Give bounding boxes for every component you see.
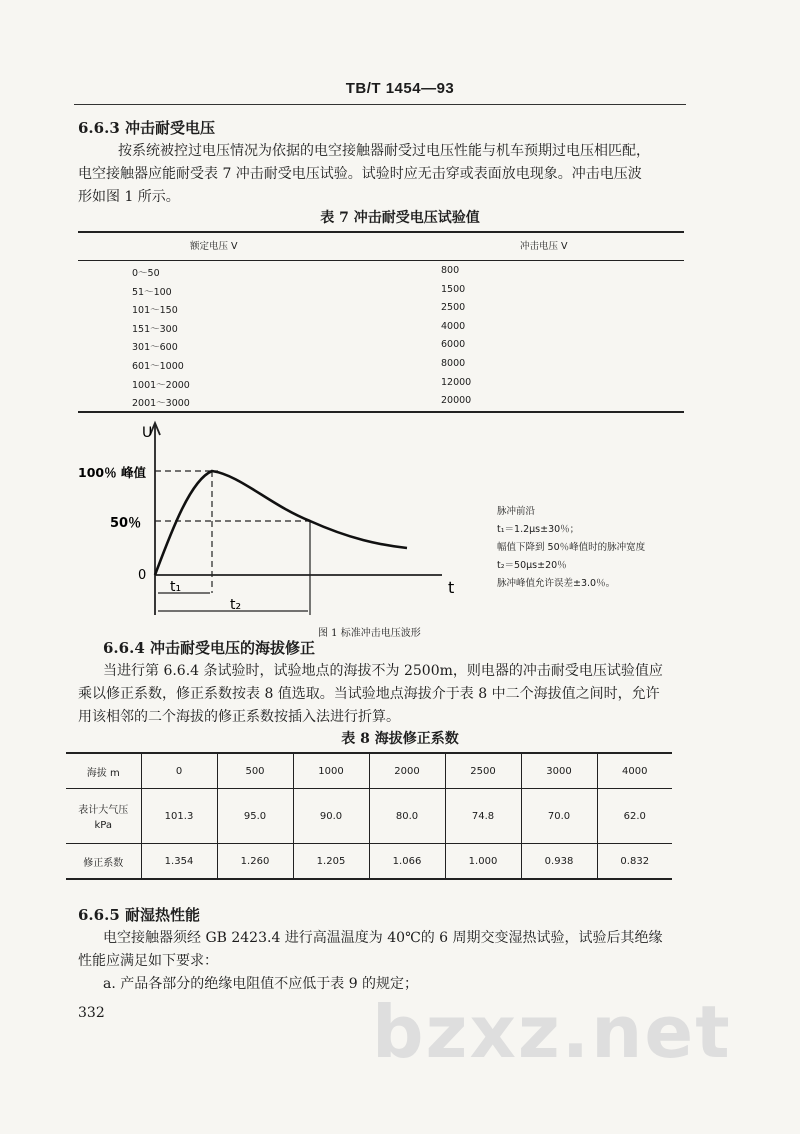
table7-caption: 表 7 冲击耐受电压试验值: [320, 210, 480, 226]
section-664-line-1: 当进行第 6.6.4 条试验时，试验地点的海拔不为 2500m，则电器的冲击耐受电压试验值应: [103, 663, 663, 679]
table8-pressure-cell: 80.0: [369, 789, 445, 844]
table8-altitude-cell: 3000: [521, 753, 597, 789]
table7-bottom-rule: [78, 411, 684, 413]
section-665-line-1: 电空接触器须经 GB 2423.4 进行高温温度为 40℃的 6 周期交变湿热试验，试验后其绝缘: [103, 930, 663, 946]
table7-rated-voltage-cell: 0～50: [132, 268, 160, 279]
legend-line: t₁＝1.2μs±30％；: [497, 524, 580, 535]
table7-top-rule: [78, 231, 684, 233]
page-number: 332: [78, 1005, 105, 1021]
table8-altitude-cell: 2500: [445, 753, 521, 789]
peak-label: 100％ 峰值: [78, 465, 146, 480]
table7-rated-voltage-cell: 101～150: [132, 305, 178, 317]
table7-header-rated-voltage: 额定电压 V: [190, 241, 238, 252]
doc-header: TB/T 1454—93: [345, 80, 455, 97]
table7-impulse-voltage-cell: 6000: [441, 339, 466, 351]
table7-impulse-voltage-cell: 1500: [441, 283, 466, 295]
y-axis-label: U: [142, 425, 153, 441]
watermark: bzxz.net: [372, 990, 732, 1074]
table7-impulse-voltage-cell: 20000: [441, 395, 472, 407]
t1-label: t₁: [170, 579, 182, 595]
table7-rated-voltage-cell: 601～1000: [132, 361, 184, 372]
table8-altitude-cell: 0: [141, 753, 217, 789]
header-rule: [74, 104, 686, 105]
table7-header-rule: [78, 260, 684, 261]
table8-pressure-cell: 74.8: [445, 789, 521, 844]
table7-impulse-voltage-cell: 4000: [441, 320, 466, 332]
table7-impulse-voltage-cell: 8000: [441, 358, 466, 369]
section-663-heading: 6.6.3 冲击耐受电压: [78, 119, 215, 137]
table8-altitude-cell: 4000: [597, 753, 672, 789]
table8-factor-cell: 0.832: [597, 844, 672, 880]
table8-pressure-cell: 90.0: [293, 789, 369, 844]
table7-impulse-voltage-cell: 2500: [441, 302, 466, 314]
table8-altitude-cell: 1000: [293, 753, 369, 789]
table8-factor-cell: 1.260: [217, 844, 293, 880]
section-663-line-1: 按系统被控过电压情况为依据的电空接触器耐受过电压性能与机车预期过电压相匹配，: [118, 143, 650, 159]
section-665-heading: 6.6.5 耐湿热性能: [78, 906, 200, 924]
t2-label: t₂: [230, 597, 242, 613]
table8-label-pressure: [66, 789, 141, 844]
table8-label-factor: 修正系数: [66, 844, 141, 880]
table8-factor-cell: 0.938: [521, 844, 597, 880]
table7-rated-voltage-cell: 1001～2000: [132, 379, 190, 391]
section-664-line-2: 乘以修正系数，修正系数按表 8 值选取。当试验地点海拔介于表 8 中二个海拔值之间时，允许: [78, 686, 660, 702]
table8-row-factor: [66, 844, 672, 880]
table8-pressure-cell: 62.0: [597, 789, 672, 844]
table8-label-pressure-unit: kPa: [94, 820, 112, 831]
section-664-line-3: 用该相邻的二个海拔的修正系数按插入法进行折算。: [78, 709, 400, 725]
section-664-heading: 6.6.4 冲击耐受电压的海拔修正: [103, 639, 315, 657]
table8-caption: 表 8 海拔修正系数: [341, 731, 459, 747]
table8-factor-cell: 1.066: [369, 844, 445, 880]
table8-factor-cell: 1.205: [293, 844, 369, 880]
table7-impulse-voltage-cell: 12000: [441, 376, 472, 388]
x-axis-label: t: [448, 578, 455, 597]
table8-factor-cell: 1.354: [141, 844, 217, 880]
table8-factor-cell: 1.000: [445, 844, 521, 880]
table8-pressure-cell: 95.0: [217, 789, 293, 844]
origin-label: 0: [138, 568, 147, 583]
figure1-impulse-waveform: [70, 415, 490, 625]
impulse-curve: [155, 471, 407, 575]
half-label: 50％: [110, 516, 142, 531]
table8-pressure-cell: 101.3: [141, 789, 217, 844]
table8-row-pressure: [66, 789, 672, 844]
section-663-line-2: 电空接触器应能耐受表 7 冲击耐受电压试验。试验时应无击穿或表面放电现象。冲击电压波: [78, 166, 642, 182]
table8-label-altitude: 海拔 m: [66, 753, 141, 789]
legend-line: t₂＝50μs±20％: [497, 560, 567, 571]
table7-rated-voltage-cell: 301～600: [132, 342, 178, 354]
figure1-legend: [497, 503, 645, 593]
figure1-caption: 图 1 标准冲击电压波形: [318, 628, 421, 639]
table7-rated-voltage-cell: 2001～3000: [132, 398, 190, 410]
table8-pressure-cell: 70.0: [521, 789, 597, 844]
table7-impulse-voltage-cell: 800: [441, 265, 460, 276]
section-665-line-3: a. 产品各部分的绝缘电阻值不应低于表 9 的规定；: [103, 976, 419, 992]
table8-altitude-cell: 2000: [369, 753, 445, 789]
table8-row-altitude: [66, 753, 672, 789]
table8-label-pressure-line1: 表计大气压: [78, 805, 129, 816]
legend-line: 幅值下降到 50％峰值时的脉冲宽度: [497, 542, 646, 553]
section-663-line-3: 形如图 1 所示。: [78, 189, 180, 205]
table7-rated-voltage-cell: 51～100: [132, 286, 172, 298]
section-665-line-2: 性能应满足如下要求：: [78, 953, 218, 969]
table8: [66, 752, 672, 880]
legend-line: 脉冲前沿: [497, 506, 536, 517]
legend-line: 脉冲峰值允许误差±3.0％。: [497, 578, 616, 589]
table7-rated-voltage-cell: 151～300: [132, 323, 178, 335]
table7-header-impulse-voltage: 冲击电压 V: [520, 241, 568, 252]
table8-altitude-cell: 500: [217, 753, 293, 789]
